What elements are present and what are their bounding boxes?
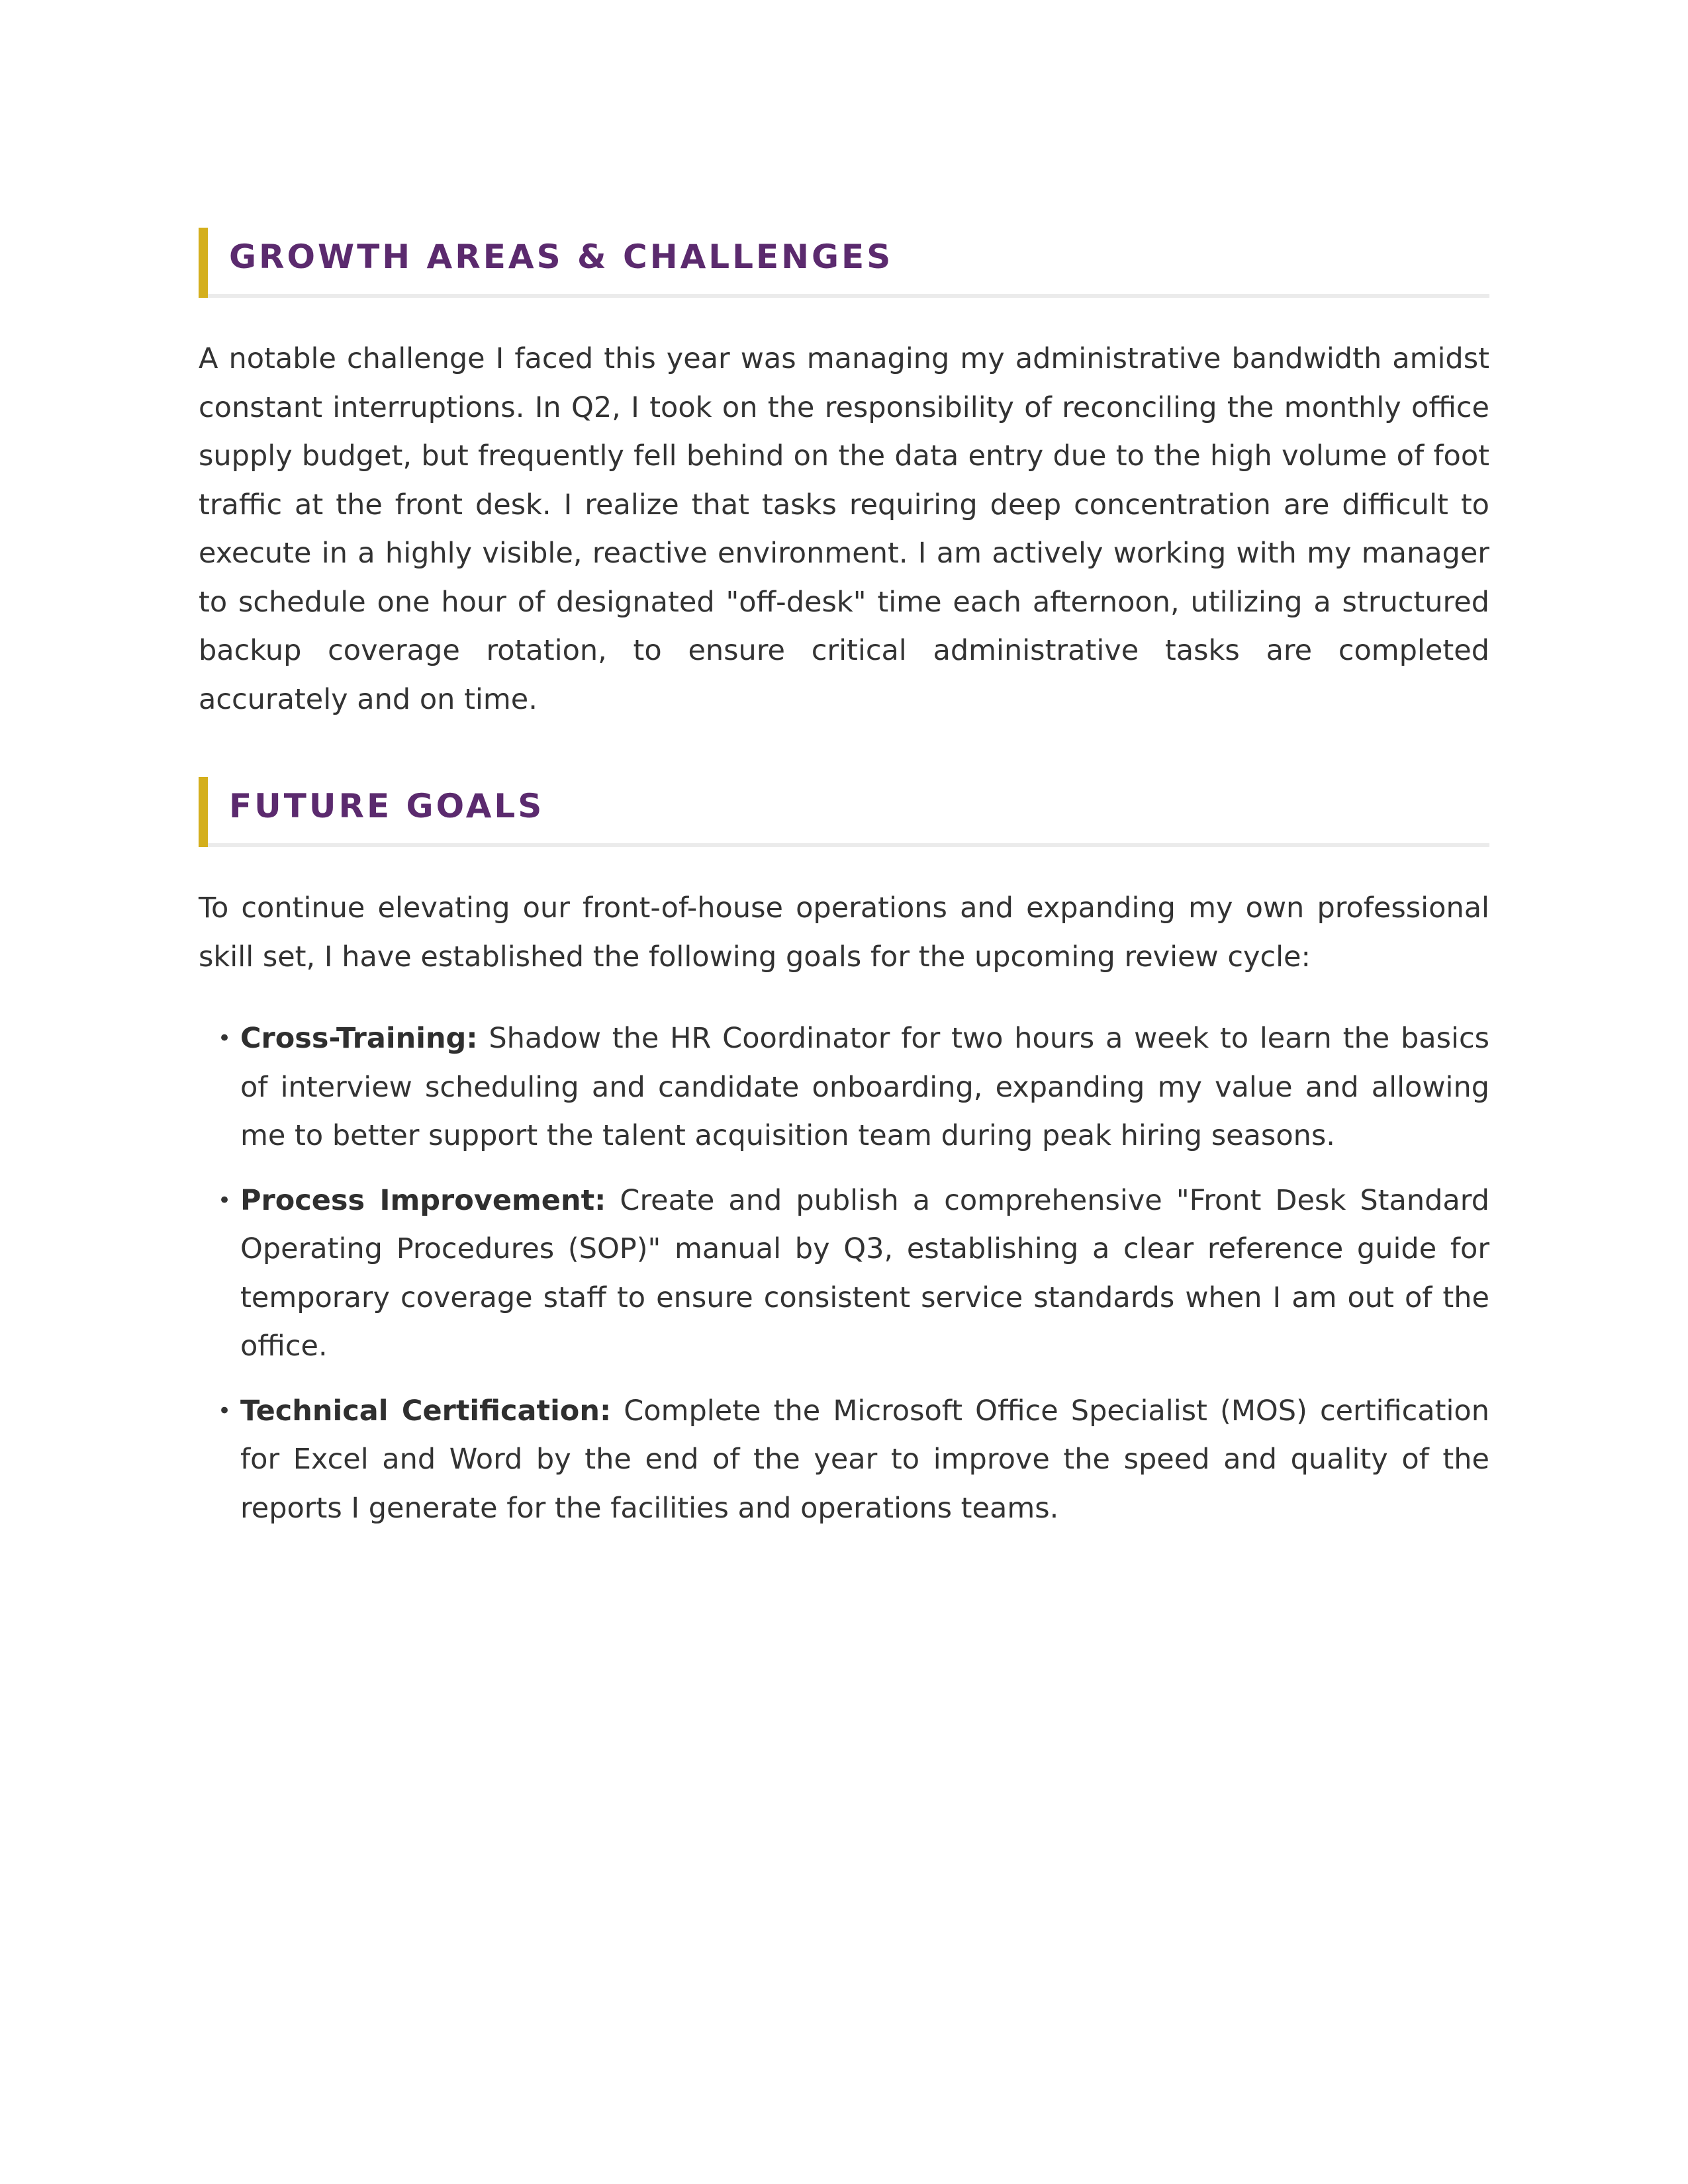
growth-areas-section	[199, 228, 1489, 724]
bullet-icon: •	[218, 1187, 232, 1214]
goal-title: Process Improvement:	[240, 1183, 606, 1217]
goals-list	[199, 1015, 1489, 1533]
goal-text: Shadow the HR Coordinator for two hours a week to learn the basics of interview scheduling and candidate onboarding, expanding my value and allowing me to better support the talent acquisition team during peak hiring seasons.	[240, 1022, 1489, 1152]
section-header	[199, 228, 1489, 298]
goal-text: Create and publish a comprehensive "Front Desk Standard Operating Procedures (SOP)" manual by Q3, establishing a clear reference guide for temporary coverage staff to ensure consistent service standards when I am out of the office.	[240, 1183, 1489, 1363]
goal-item-process-improvement	[199, 1177, 1489, 1371]
bullet-icon: •	[218, 1397, 232, 1424]
goal-item-cross-training	[199, 1015, 1489, 1161]
goal-title: Technical Certification:	[240, 1394, 612, 1428]
section-header	[199, 777, 1489, 847]
bullet-icon: •	[218, 1025, 232, 1052]
section-heading: FUTURE GOALS	[229, 787, 545, 825]
section-heading: GROWTH AREAS & CHALLENGES	[229, 238, 894, 276]
goal-text: Complete the Microsoft Office Specialist (MOS) certification for Excel and Word by the end of the year to improve the speed and quality of the reports I generate for the facilities and operations teams.	[240, 1394, 1489, 1525]
growth-paragraph: A notable challenge I faced this year was managing my administrative bandwidth amidst constant interruptions. In Q2, I took on the responsibility of reconciling the monthly office supply budget, but frequently fell behind on the data entry due to the high volume of foot traffic at the front desk. I realize that tasks requiring deep concentration are difficult to execute in a highly visible, reactive environment. I am actively working with my manager to schedule one hour of designated "off-desk" time each afternoon, utilizing a structured backup coverage rotation, to ensure critical administrative tasks are completed accurately and on time.	[199, 342, 1489, 716]
goal-title: Cross-Training:	[240, 1022, 478, 1055]
goal-item-technical-certification	[199, 1387, 1489, 1533]
goals-intro-paragraph: To continue elevating our front-of-house operations and expanding my own professional skill set, I have established the following goals for the upcoming review cycle:	[199, 891, 1489, 974]
future-goals-section	[199, 777, 1489, 1533]
